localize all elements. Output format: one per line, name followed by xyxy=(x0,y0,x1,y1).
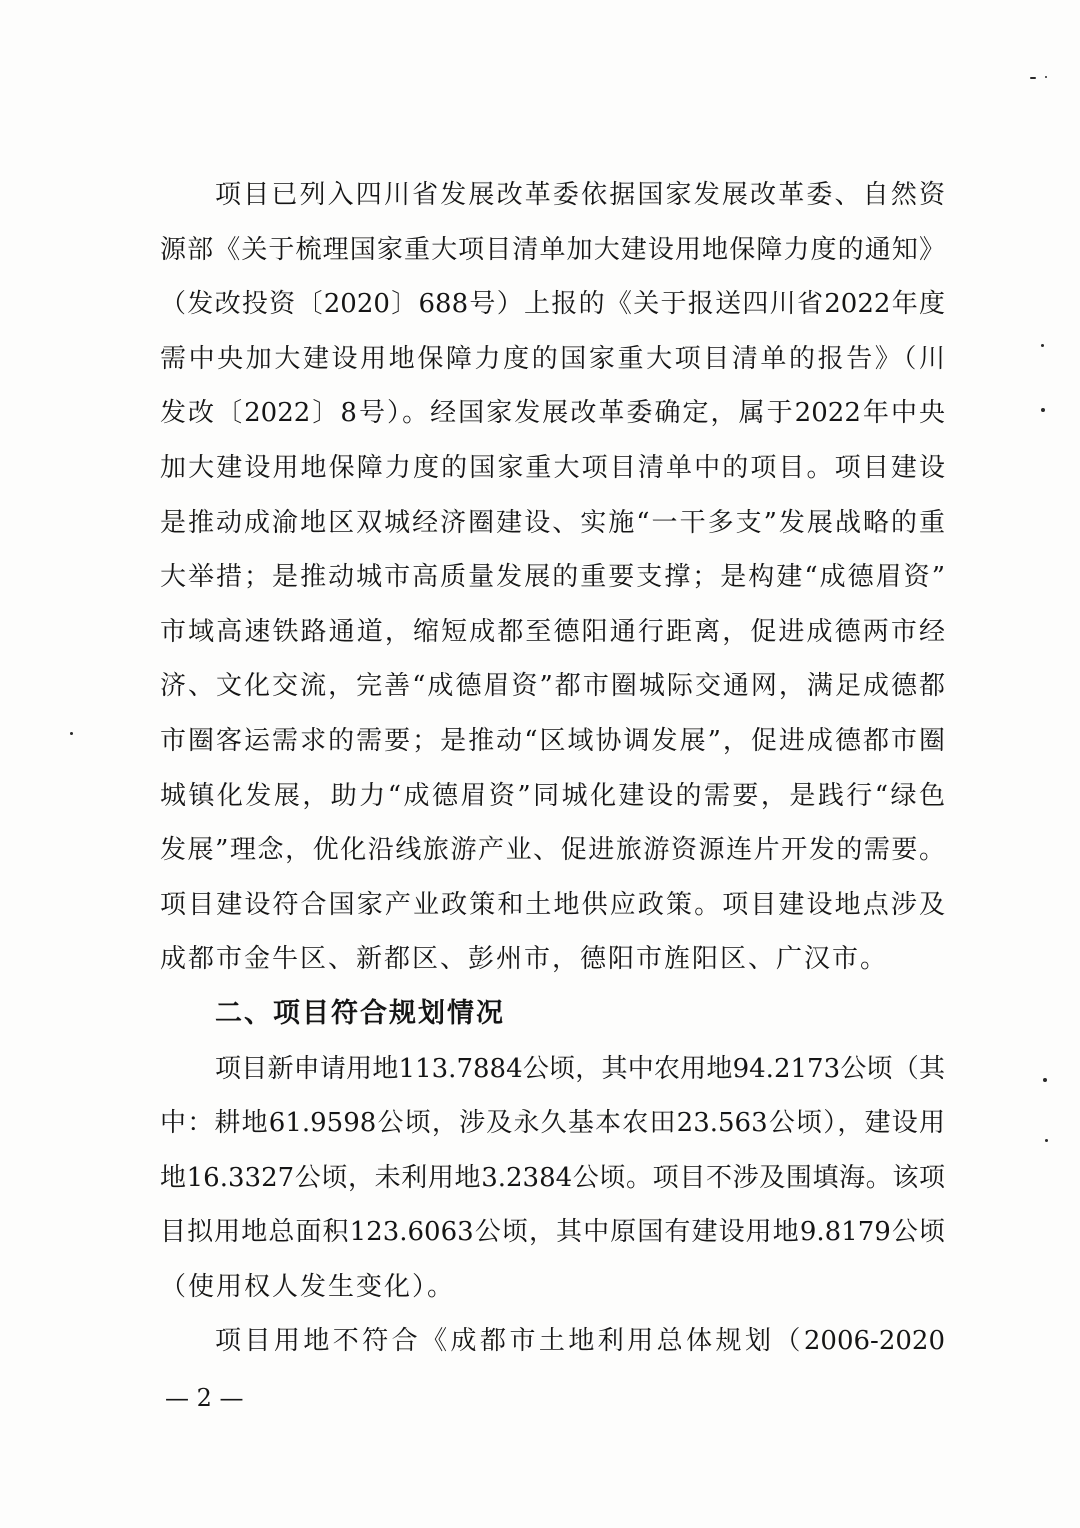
scan-speck xyxy=(70,732,73,735)
paragraph-2-line-4: 目拟用地总面积123.6063公顷，其中原国有建设用地9.8179公顷 xyxy=(160,1217,945,1248)
paragraph-1-line-8: 大举措；是推动城市高质量发展的重要支撑；是构建“成德眉资” xyxy=(160,562,945,593)
scan-speck xyxy=(1041,408,1045,412)
paragraph-2-line-3: 地16.3327公顷，未利用地3.2384公顷。项目不涉及围填海。该项 xyxy=(160,1162,945,1193)
paragraph-3-line-1: 项目用地不符合《成都市土地利用总体规划（2006-2020 xyxy=(215,1326,945,1357)
paragraph-1-line-9: 市域高速铁路通道，缩短成都至德阳通行距离，促进成德两市经 xyxy=(160,616,945,647)
scan-speck xyxy=(1043,1078,1047,1082)
paragraph-1-line-11: 市圈客运需求的需要；是推动“区域协调发展”，促进成德都市圈 xyxy=(160,725,945,756)
paragraph-1-line-5: 发改〔2022〕8号）。经国家发展改革委确定，属于2022年中央 xyxy=(160,398,945,429)
scan-speck xyxy=(1045,1139,1048,1142)
paragraph-1-line-6: 加大建设用地保障力度的国家重大项目清单中的项目。项目建设 xyxy=(160,452,945,483)
paragraph-2-line-2: 中：耕地61.9598公顷，涉及永久基本农田23.563公顷），建设用 xyxy=(160,1108,945,1139)
paragraph-1-line-3: （发改投资〔2020〕688号）上报的《关于报送四川省2022年度 xyxy=(160,289,945,320)
scan-speck xyxy=(1045,76,1047,78)
paragraph-1-line-1: 项目已列入四川省发展改革委依据国家发展改革委、自然资 xyxy=(215,180,945,210)
paragraph-1-line-15: 成都市金牛区、新都区、彭州市，德阳市旌阳区、广汉市。 xyxy=(160,944,889,975)
paragraph-1-line-4: 需中央加大建设用地保障力度的国家重大项目清单的报告》（川 xyxy=(160,343,945,374)
paragraph-2-line-1: 项目新申请用地113.7884公顷，其中农用地94.2173公顷（其 xyxy=(215,1053,945,1084)
paragraph-1-line-10: 济、文化交流，完善“成德眉资”都市圈城际交通网，满足成德都 xyxy=(160,671,945,702)
document-body xyxy=(160,168,945,1369)
paragraph-1-line-14: 项目建设符合国家产业政策和土地供应政策。项目建设地点涉及 xyxy=(160,889,945,920)
paragraph-2-line-5: （使用权人发生变化）。 xyxy=(160,1271,456,1302)
scan-speck xyxy=(1041,344,1044,347)
scan-speck xyxy=(1030,77,1036,79)
paragraph-1-line-12: 城镇化发展，助力“成德眉资”同城化建设的需要，是践行“绿色 xyxy=(160,780,945,811)
paragraph-1-line-13: 发展”理念，优化沿线旅游产业、促进旅游资源连片开发的需要。 xyxy=(160,835,945,866)
page-number: — 2 — xyxy=(165,1384,244,1412)
paragraph-1-line-7: 是推动成渝地区双城经济圈建设、实施“一干多支”发展战略的重 xyxy=(160,507,945,538)
paragraph-1-line-2: 源部《关于梳理国家重大项目清单加大建设用地保障力度的通知》 xyxy=(160,234,945,265)
section-heading: 二、项目符合规划情况 xyxy=(215,997,505,1029)
